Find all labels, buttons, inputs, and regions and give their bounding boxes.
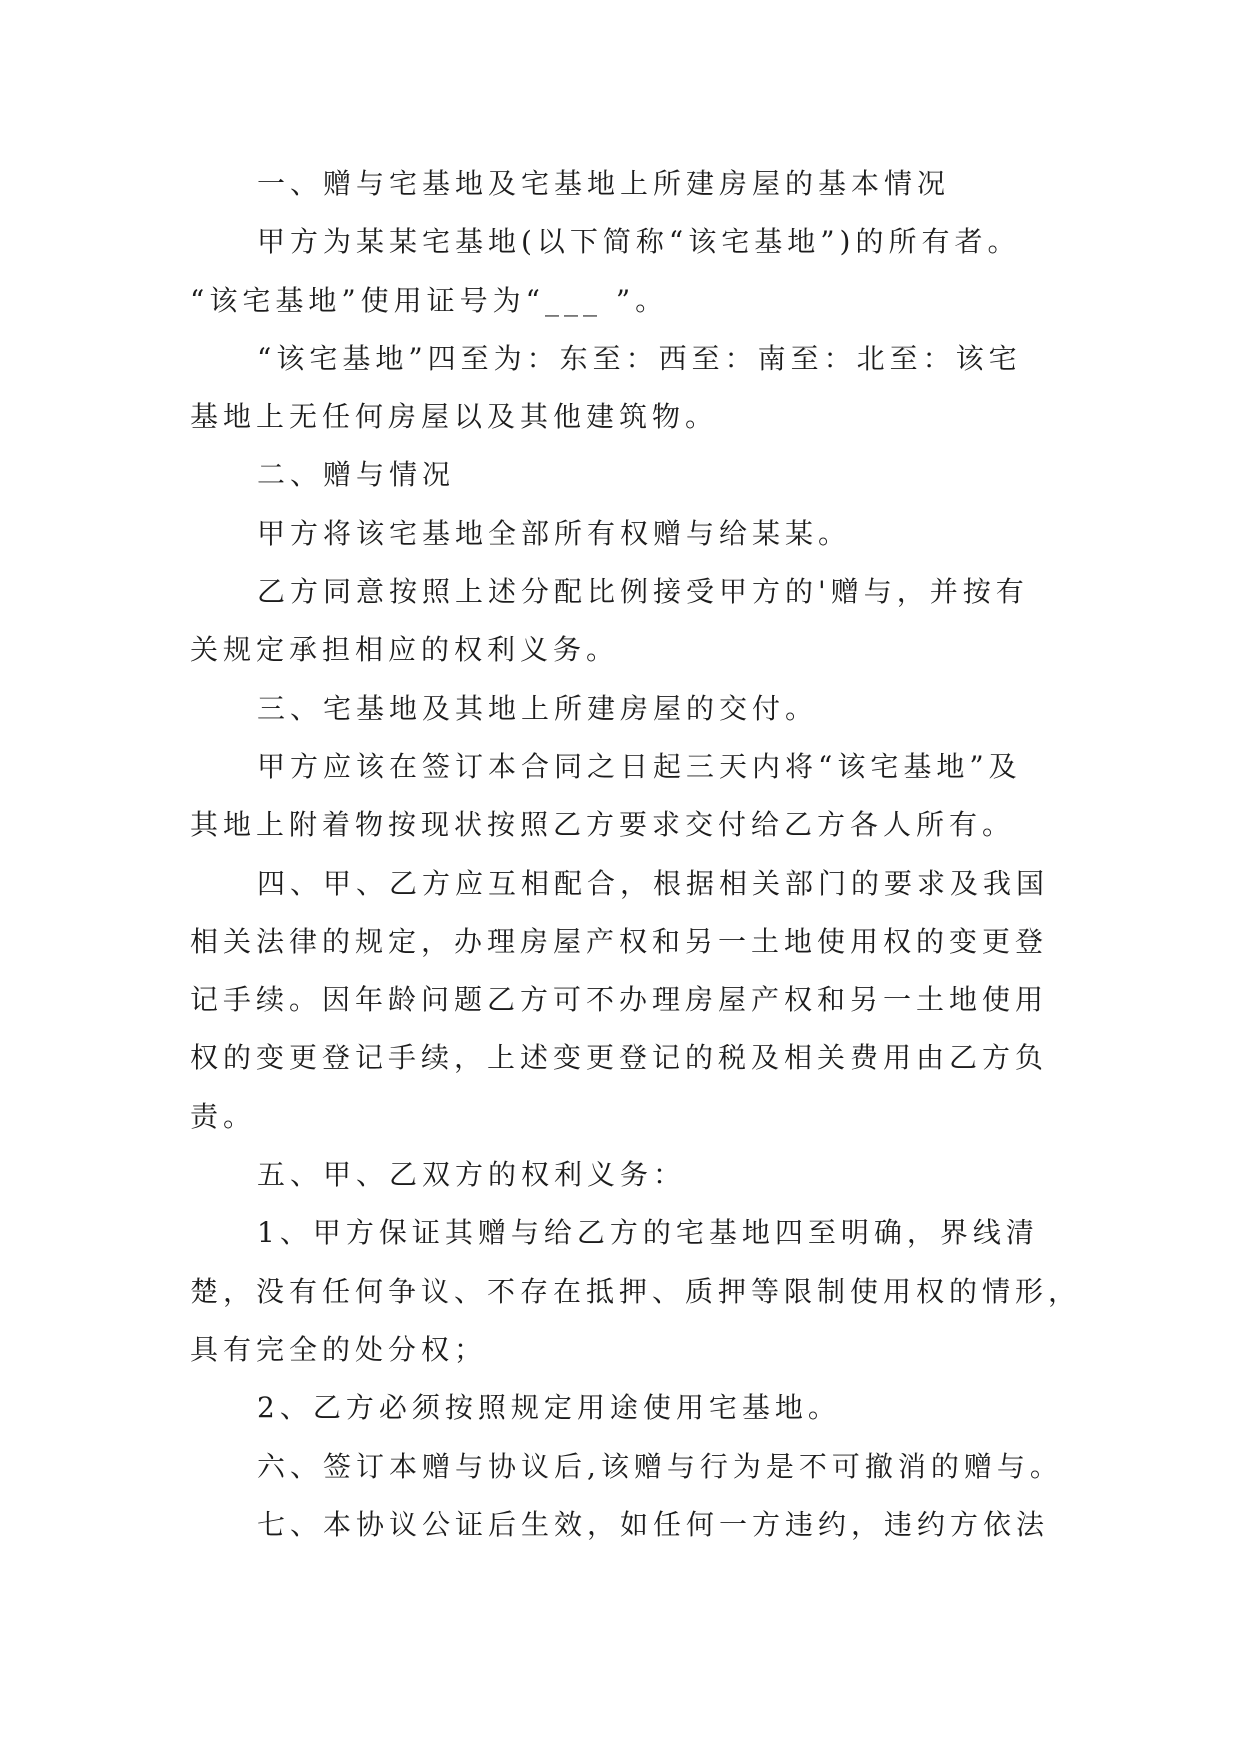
text-line: 五、甲、乙双方的权利义务： — [257, 1158, 687, 1192]
text-line: 记手续。因年龄问题乙方可不办理房屋产权和另一土地使用 — [190, 983, 1049, 1017]
text-line: 七、本协议公证后生效，如任何一方违约，违约方依法 — [257, 1507, 1050, 1541]
text-line: 四、甲、乙方应互相配合，根据相关部门的要求及我国 — [257, 866, 1050, 900]
paragraph — [190, 213, 1110, 330]
paragraph-section-2-heading — [190, 446, 1110, 504]
text-line: “该宅基地”使用证号为“___ ”。 — [190, 283, 669, 317]
text-line: 权的变更登记手续，上述变更登记的税及相关费用由乙方负 — [190, 1041, 1049, 1075]
paragraph-section-4 — [190, 855, 1110, 1146]
text-line: 一、赠与宅基地及宅基地上所建房屋的基本情况 — [257, 167, 951, 200]
text-line: 三、宅基地及其地上所建房屋的交付。 — [257, 691, 819, 725]
text-line: 具有完全的处分权； — [190, 1332, 488, 1366]
text-line: 甲方为某某宅基地(以下简称“该宅基地”)的所有者。 — [257, 225, 1021, 259]
text-line: 责。 — [190, 1099, 257, 1133]
paragraph-section-5-heading — [190, 1146, 1110, 1204]
text-line: 基地上无任何房屋以及其他建筑物。 — [190, 400, 719, 434]
text-line: “该宅基地”四至为：东至：西至：南至：北至：该宅 — [257, 341, 1022, 375]
paragraph-clause-1 — [190, 1204, 1110, 1379]
paragraph-section-7 — [190, 1496, 1110, 1554]
paragraph — [190, 330, 1110, 447]
paragraph — [190, 738, 1110, 855]
text-line: 二、赠与情况 — [257, 458, 456, 492]
paragraph-section-1-heading — [190, 155, 1110, 213]
paragraph — [190, 505, 1110, 563]
text-line: 甲方将该宅基地全部所有权赠与给某某。 — [257, 516, 852, 550]
text-line: 关规定承担相应的权利义务。 — [190, 633, 620, 667]
text-line: 1、甲方保证其赠与给乙方的宅基地四至明确，界线清 — [257, 1216, 1039, 1250]
document-body — [190, 155, 1110, 1554]
text-line: 其地上附着物按现状按照乙方要求交付给乙方各人所有。 — [190, 808, 1016, 842]
paragraph-section-6 — [190, 1438, 1110, 1496]
paragraph — [190, 563, 1110, 680]
text-line: 楚，没有任何争议、不存在抵押、质押等限制使用权的情形， — [190, 1274, 1082, 1308]
paragraph-section-3-heading — [190, 680, 1110, 738]
text-line: 六、签订本赠与协议后,该赠与行为是不可撤消的赠与。 — [257, 1449, 1063, 1483]
text-line: 甲方应该在签订本合同之日起三天内将“该宅基地”及 — [257, 749, 1022, 783]
text-line: 乙方同意按照上述分配比例接受甲方的'赠与，并按有 — [257, 575, 1029, 609]
text-line: 2、乙方必须按照规定用途使用宅基地。 — [257, 1391, 841, 1425]
paragraph-clause-2 — [190, 1379, 1110, 1437]
text-line: 相关法律的规定，办理房屋产权和另一土地使用权的变更登 — [190, 924, 1049, 958]
